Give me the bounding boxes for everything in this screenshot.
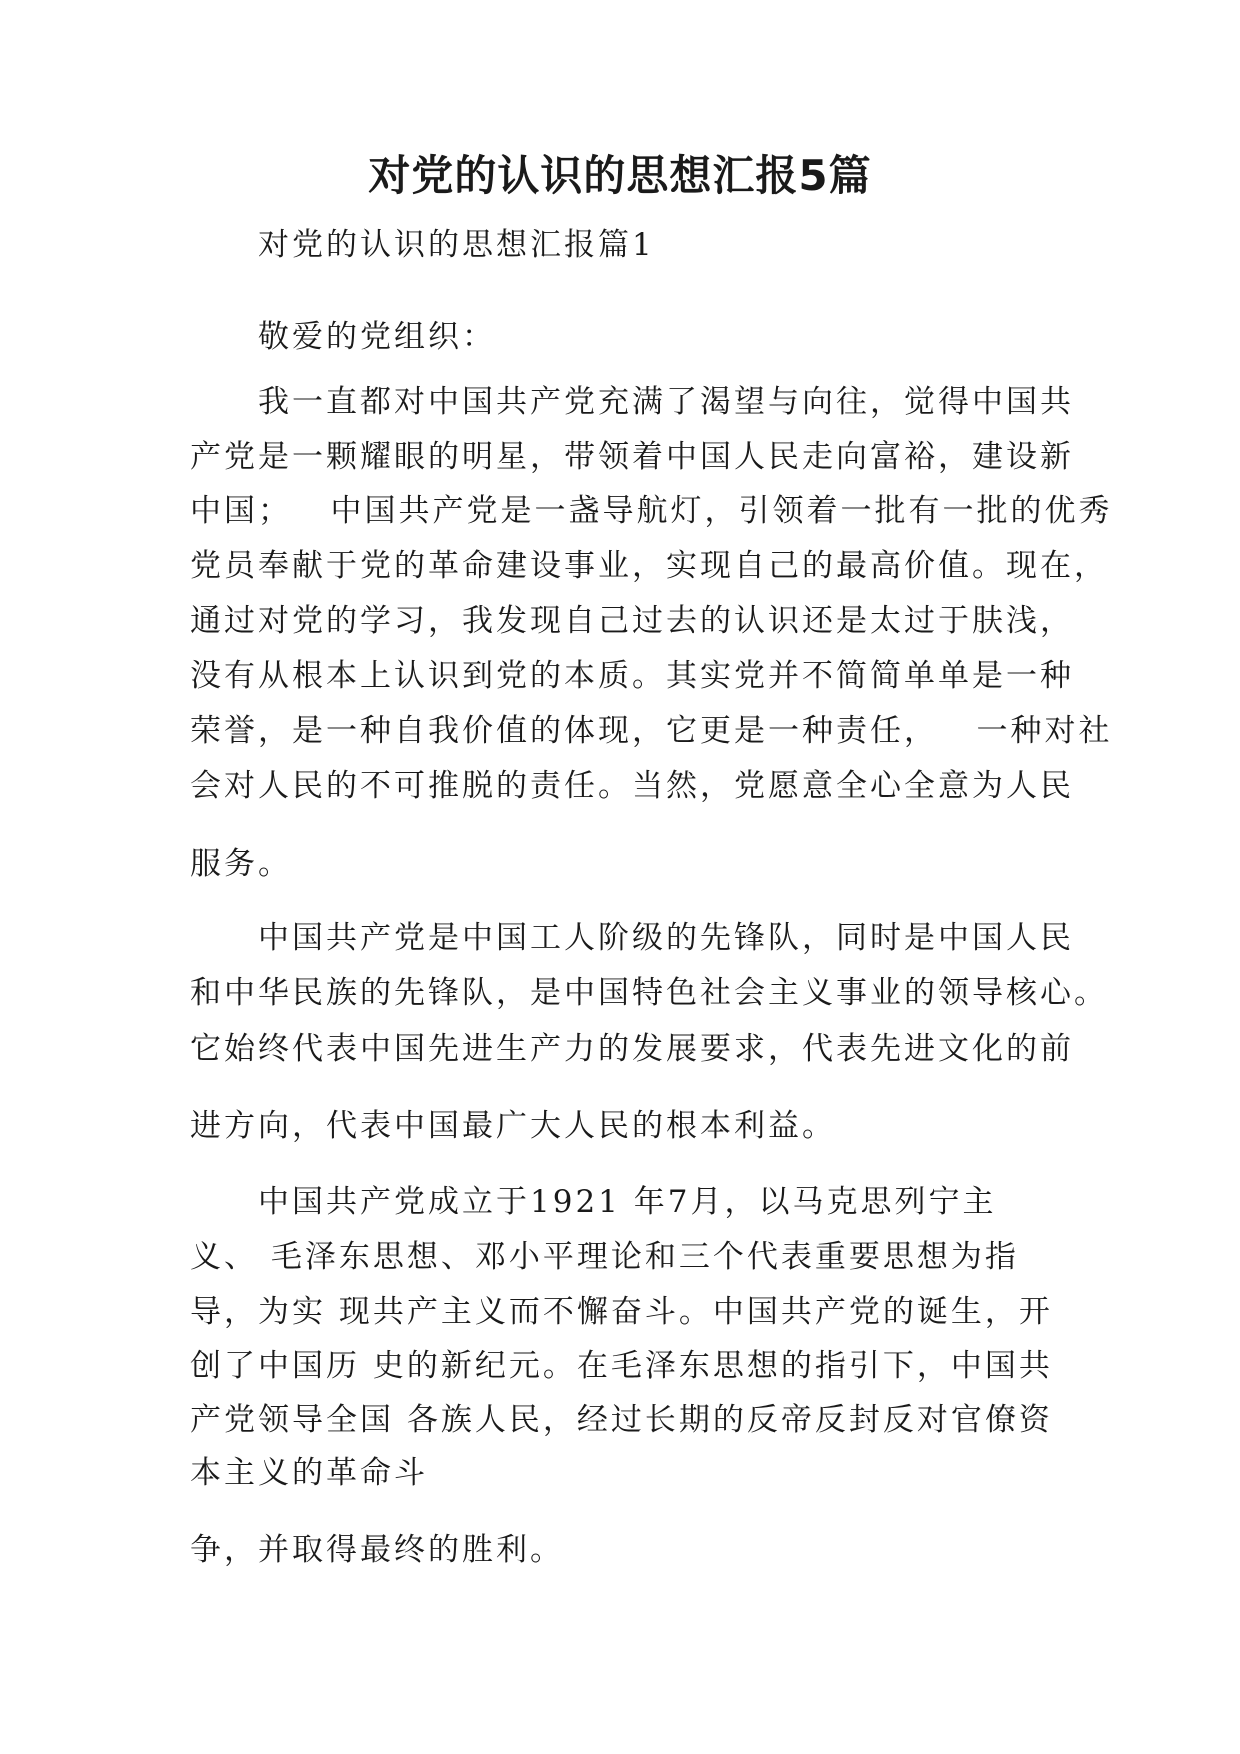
salutation: 敬爱的党组织： xyxy=(258,319,496,355)
paragraph-1-line-9: 服务。 xyxy=(190,846,292,882)
paragraph-1-line-5: 通过对党的学习，我发现自己过去的认识还是太过于肤浅， xyxy=(190,603,1074,639)
paragraph-1-line-6: 没有从根本上认识到党的本质。其实党并不简简单单是一种 xyxy=(190,658,1074,694)
paragraph-3-line-3: 导，为实 现共产主义而不懈奋斗。中国共产党的诞生，开 xyxy=(190,1294,1053,1330)
paragraph-2-line-3: 它始终代表中国先进生产力的发展要求，代表先进文化的前 xyxy=(190,1031,1074,1067)
paragraph-2-line-4: 进方向，代表中国最广大人民的根本利益。 xyxy=(190,1108,836,1144)
paragraph-2-line-1: 中国共产党是中国工人阶级的先锋队，同时是中国人民 xyxy=(258,920,1074,956)
paragraph-1-line-8: 会对人民的不可推脱的责任。当然，党愿意全心全意为人民 xyxy=(190,768,1074,804)
paragraph-3-line-4: 创了中国历 史的新纪元。在毛泽东思想的指引下，中国共 xyxy=(190,1348,1053,1384)
paragraph-3-line-6: 本主义的革命斗 xyxy=(190,1455,428,1491)
paragraph-3-line-5: 产党领导全国 各族人民，经过长期的反帝反封反对官僚资 xyxy=(190,1402,1053,1438)
paragraph-3-line-1: 中国共产党成立于1921 年7月，以马克思列宁主 xyxy=(258,1184,997,1220)
paragraph-3-line-7: 争，并取得最终的胜利。 xyxy=(190,1532,564,1568)
paragraph-1-line-7: 荣誉，是一种自我价值的体现，它更是一种责任， 一种对社 xyxy=(190,713,1113,749)
paragraph-1-line-4: 党员奉献于党的革命建设事业，实现自己的最高价值。现在， xyxy=(190,548,1108,584)
document-title: 对党的认识的思想汇报5篇 xyxy=(368,151,872,200)
paragraph-1-line-3: 中国； 中国共产党是一盏导航灯，引领着一批有一批的优秀 xyxy=(190,493,1113,529)
paragraph-1-line-2: 产党是一颗耀眼的明星，带领着中国人民走向富裕，建设新 xyxy=(190,439,1074,475)
paragraph-3-line-2: 义、 毛泽东思想、邓小平理论和三个代表重要思想为指 xyxy=(190,1239,1019,1275)
section-heading: 对党的认识的思想汇报篇1 xyxy=(258,227,655,263)
paragraph-2-line-2: 和中华民族的先锋队，是中国特色社会主义事业的领导核心。 xyxy=(190,975,1108,1011)
paragraph-1-line-1: 我一直都对中国共产党充满了渴望与向往，觉得中国共 xyxy=(258,384,1074,420)
